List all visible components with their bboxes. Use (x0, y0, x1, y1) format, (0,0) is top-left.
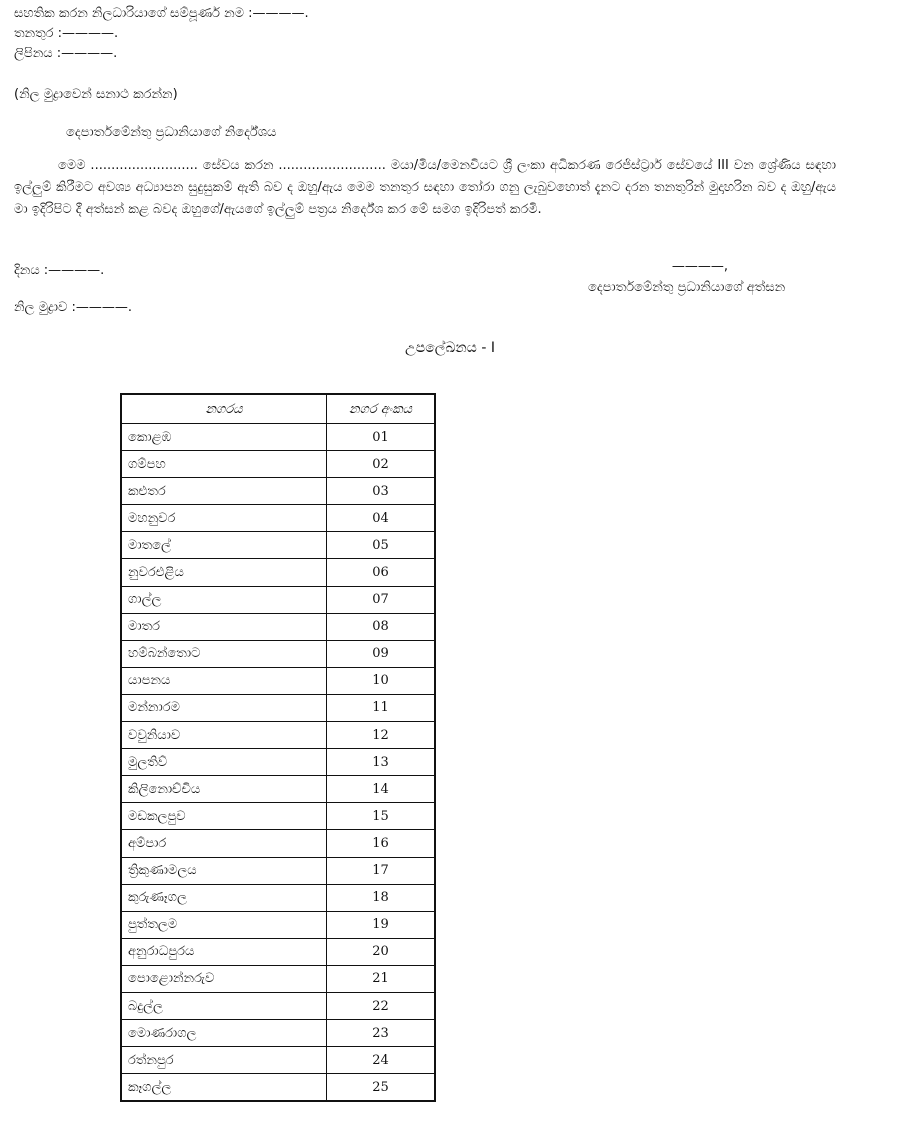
town-name-cell: වවුනියාව (121, 722, 327, 749)
recommendation-heading: දෙපාර්තමේන්තු ප්‍රධානියාගේ නිර්දේශය (66, 125, 277, 140)
table-row (121, 532, 435, 559)
town-name-cell: මහනුවර (121, 505, 327, 532)
town-code-cell: 07 (327, 586, 436, 613)
town-code-cell: 17 (327, 857, 436, 884)
town-code-table (120, 393, 436, 1102)
seal-note: (නිල මුද්‍රාවෙන් සනාථ කරන්න) (14, 87, 178, 102)
town-name-cell: කළුතර (121, 478, 327, 505)
table-row (121, 559, 435, 586)
certifier-address-line: ලිපිනය :————. (14, 46, 118, 61)
town-code-cell: 16 (327, 830, 436, 857)
town-code-cell: 04 (327, 505, 436, 532)
table-row (121, 965, 435, 992)
town-name-cell: යාපනය (121, 667, 327, 694)
table-row (121, 613, 435, 640)
town-code-cell: 10 (327, 667, 436, 694)
town-code-cell: 05 (327, 532, 436, 559)
town-name-cell: රත්නපුර (121, 1047, 327, 1074)
table-row (121, 992, 435, 1019)
town-name-cell: පොළොන්නරුව (121, 965, 327, 992)
town-name-cell: මඩකලපුව (121, 803, 327, 830)
town-code-cell: 14 (327, 776, 436, 803)
town-code-cell: 09 (327, 640, 436, 667)
town-code-cell: 21 (327, 965, 436, 992)
town-code-cell: 03 (327, 478, 436, 505)
certifier-designation-line: තනතුර :————. (14, 26, 119, 41)
table-header-row (121, 394, 435, 424)
town-name-cell: අම්පාර (121, 830, 327, 857)
table-row (121, 911, 435, 938)
table-row (121, 1047, 435, 1074)
town-name-cell: මොණරාගල (121, 1020, 327, 1047)
town-code-column-header: නගර අංකය (327, 394, 436, 424)
town-code-cell: 25 (327, 1074, 436, 1102)
table-row (121, 1074, 435, 1102)
town-column-header: නගරය (121, 394, 327, 424)
table-row (121, 857, 435, 884)
town-name-cell: බදුල්ල (121, 992, 327, 1019)
table-row (121, 424, 435, 451)
recommendation-body: මෙම .......................... සේවය කරන .......................... මයා/මිය/මෙනවියට ශ්‍රී ලංකා අධිකරණ රෙජිස්ට්‍රාර් සේවයේ III වන ශ්‍රේණිය සඳහා ඉල්ලුම් කිරීමට අවශ්‍ය අධ්‍යාපන සුදුසුකම් ඇති බව ද ඔහු/ඇය මෙම තනතුර සඳහා තෝරා ගනු ලැබුවහොත් දැනට දරන තනතුරින් මුදාහරින බව ද ඔහු/ඇය මා ඉදිරිපිට දී අත්සන් කළ බවද ඔහුගේ/ඇයගේ ඉල්ලුම් පත්‍රය නිර්දේශ කර මේ සමග ඉදිරිපත් කරමි. (14, 158, 836, 217)
town-name-cell: ගම්පහ (121, 451, 327, 478)
town-code-cell: 12 (327, 722, 436, 749)
recommendation-paragraph (14, 155, 836, 221)
town-name-cell: අනුරාධපුරය (121, 938, 327, 965)
town-name-cell: කුරුණෑගල (121, 884, 327, 911)
town-name-cell: පුත්තලම (121, 911, 327, 938)
table-row (121, 451, 435, 478)
town-code-cell: 18 (327, 884, 436, 911)
town-code-cell: 08 (327, 613, 436, 640)
town-code-cell: 06 (327, 559, 436, 586)
town-name-cell: ත්‍රිකුණාමලය (121, 857, 327, 884)
town-code-cell: 24 (327, 1047, 436, 1074)
town-name-cell: හම්බන්තොට (121, 640, 327, 667)
table-row (121, 776, 435, 803)
town-code-cell: 11 (327, 694, 436, 721)
table-row (121, 505, 435, 532)
table-row (121, 722, 435, 749)
town-code-cell: 01 (327, 424, 436, 451)
town-name-cell: ගාල්ල (121, 586, 327, 613)
table-row (121, 667, 435, 694)
town-code-cell: 22 (327, 992, 436, 1019)
town-code-cell: 15 (327, 803, 436, 830)
town-code-cell: 23 (327, 1020, 436, 1047)
table-row (121, 938, 435, 965)
table-row (121, 749, 435, 776)
town-code-cell: 02 (327, 451, 436, 478)
town-name-cell: මුලතිව් (121, 749, 327, 776)
signature-dash: ————, (671, 259, 729, 274)
town-name-cell: මන්නාරම (121, 694, 327, 721)
table-row (121, 1020, 435, 1047)
town-name-cell: නුවරඑළිය (121, 559, 327, 586)
table-row (121, 640, 435, 667)
signature-label: දෙපාර්තමේන්තු ප්‍රධානියාගේ අත්සන (588, 280, 786, 295)
official-seal-line: නිල මුද්‍රාව :————. (14, 300, 132, 315)
table-row (121, 478, 435, 505)
annex-title: උපලේඛනය - I (405, 340, 495, 356)
town-name-cell: මාතලේ (121, 532, 327, 559)
town-code-cell: 13 (327, 749, 436, 776)
certifier-full-name-line: සහතික කරන නිලධාරියාගේ සම්පූර්ණ නම :————. (14, 6, 309, 21)
town-code-cell: 20 (327, 938, 436, 965)
town-name-cell: කිලිනොච්චිය (121, 776, 327, 803)
table-row (121, 694, 435, 721)
table-row (121, 830, 435, 857)
town-code-cell: 19 (327, 911, 436, 938)
town-name-cell: කොළඹ (121, 424, 327, 451)
date-line: දිනය :————. (14, 263, 105, 278)
town-name-cell: කෑගල්ල (121, 1074, 327, 1102)
table-row (121, 803, 435, 830)
town-name-cell: මාතර (121, 613, 327, 640)
table-row (121, 884, 435, 911)
town-table-body (121, 424, 435, 1102)
table-row (121, 586, 435, 613)
